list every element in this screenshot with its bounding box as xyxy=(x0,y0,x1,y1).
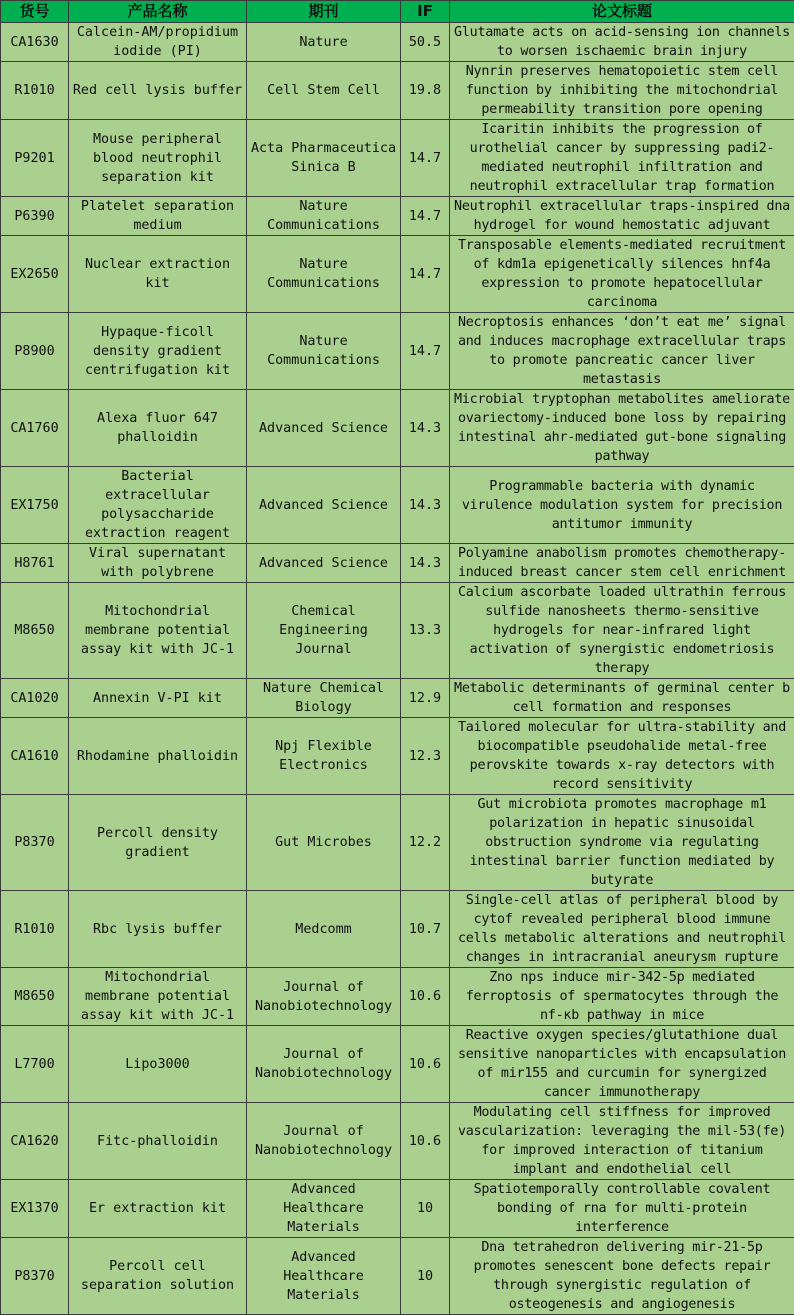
cell-product: Er extraction kit xyxy=(69,1180,247,1238)
cell-title: Dna tetrahedron delivering mir-21-5p promotes senescent bone defects repair through synergistic regulation of osteogenesis and angiogenesis xyxy=(450,1238,794,1315)
cell-journal: Npj Flexible Electronics xyxy=(247,718,401,795)
cell-journal: Advanced Healthcare Materials xyxy=(247,1180,401,1238)
cell-code: CA1630 xyxy=(1,23,69,62)
cell-if: 12.9 xyxy=(401,679,450,718)
cell-code: CA1760 xyxy=(1,390,69,467)
cell-journal: Gut Microbes xyxy=(247,795,401,891)
cell-if: 14.3 xyxy=(401,390,450,467)
cell-journal: Journal of Nanobiotechnology xyxy=(247,1026,401,1103)
cell-if: 14.7 xyxy=(401,197,450,236)
header-product: 产品名称 xyxy=(69,1,247,23)
cell-product: Mitochondrial membrane potential assay kit with JC-1 xyxy=(69,583,247,679)
cell-title: Programmable bacteria with dynamic virulence modulation system for precision antitumor immunity xyxy=(450,467,794,544)
cell-title: Transposable elements-mediated recruitment of kdm1a epigenetically silences hnf4a expression to promote hepatocellular carcinoma xyxy=(450,236,794,313)
cell-code: P8900 xyxy=(1,313,69,390)
cell-product: Nuclear extraction kit xyxy=(69,236,247,313)
cell-title: Gut microbiota promotes macrophage m1 polarization in hepatic sinusoidal obstruction syndrome via regulating intestinal barrier function mediated by butyrate xyxy=(450,795,794,891)
cell-code: M8650 xyxy=(1,968,69,1026)
cell-title: Reactive oxygen species/glutathione dual sensitive nanoparticles with encapsulation of mir155 and curcumin for synergized cancer immunotherapy xyxy=(450,1026,794,1103)
cell-title: Polyamine anabolism promotes chemotherapy-induced breast cancer stem cell enrichment xyxy=(450,544,794,583)
cell-title: Calcium ascorbate loaded ultrathin ferrous sulfide nanosheets thermo-sensitive hydrogels for near-infrared light activation of synergistic endometriosis therapy xyxy=(450,583,794,679)
cell-product: Mouse peripheral blood neutrophil separation kit xyxy=(69,120,247,197)
cell-if: 14.7 xyxy=(401,313,450,390)
cell-code: M8650 xyxy=(1,583,69,679)
cell-journal: Nature Chemical Biology xyxy=(247,679,401,718)
table-row xyxy=(1,968,794,1026)
cell-product: Bacterial extracellular polysaccharide extraction reagent xyxy=(69,467,247,544)
cell-if: 10.7 xyxy=(401,891,450,968)
cell-title: Single-cell atlas of peripheral blood by cytof revealed peripheral blood immune cells metabolic alterations and neutrophil changes in intracranial aneurysm rupture xyxy=(450,891,794,968)
cell-code: P8370 xyxy=(1,795,69,891)
header-title: 论文标题 xyxy=(450,1,794,23)
cell-if: 14.7 xyxy=(401,120,450,197)
cell-title: Icaritin inhibits the progression of urothelial cancer by suppressing padi2-mediated neutrophil infiltration and neutrophil extracellular trap formation xyxy=(450,120,794,197)
table-row xyxy=(1,891,794,968)
table-row xyxy=(1,544,794,583)
cell-code: CA1020 xyxy=(1,679,69,718)
table-row xyxy=(1,1180,794,1238)
cell-code: R1010 xyxy=(1,62,69,120)
table-row xyxy=(1,679,794,718)
cell-if: 19.8 xyxy=(401,62,450,120)
cell-journal: Advanced Science xyxy=(247,467,401,544)
cell-if: 14.7 xyxy=(401,236,450,313)
table-row xyxy=(1,1238,794,1315)
cell-product: Platelet separation medium xyxy=(69,197,247,236)
cell-product: Mitochondrial membrane potential assay kit with JC-1 xyxy=(69,968,247,1026)
cell-code: P9201 xyxy=(1,120,69,197)
cell-code: EX1750 xyxy=(1,467,69,544)
header-journal: 期刊 xyxy=(247,1,401,23)
cell-journal: Medcomm xyxy=(247,891,401,968)
cell-code: P6390 xyxy=(1,197,69,236)
cell-title: Neutrophil extracellular traps-inspired dna hydrogel for wound hemostatic adjuvant xyxy=(450,197,794,236)
cell-product: Fitc-phalloidin xyxy=(69,1103,247,1180)
table-row xyxy=(1,23,794,62)
cell-product: Percoll cell separation solution xyxy=(69,1238,247,1315)
cell-if: 13.3 xyxy=(401,583,450,679)
cell-journal: Journal of Nanobiotechnology xyxy=(247,1103,401,1180)
cell-title: Spatiotemporally controllable covalent bonding of rna for multi-protein interference xyxy=(450,1180,794,1238)
cell-code: CA1610 xyxy=(1,718,69,795)
cell-journal: Nature Communications xyxy=(247,313,401,390)
cell-journal: Advanced Healthcare Materials xyxy=(247,1238,401,1315)
table-row xyxy=(1,197,794,236)
cell-title: Metabolic determinants of germinal center b cell formation and responses xyxy=(450,679,794,718)
table-row xyxy=(1,120,794,197)
cell-title: Tailored molecular for ultra-stability and biocompatible pseudohalide metal-free perovskite towards x-ray detectors with record sensitivity xyxy=(450,718,794,795)
cell-if: 12.3 xyxy=(401,718,450,795)
table-row xyxy=(1,795,794,891)
cell-title: Microbial tryptophan metabolites ameliorate ovariectomy-induced bone loss by repairing intestinal ahr-mediated gut-bone signaling pathway xyxy=(450,390,794,467)
cell-title: Necroptosis enhances ‘don’t eat me’ signal and induces macrophage extracellular traps to promote pancreatic cancer liver metastasis xyxy=(450,313,794,390)
header-code: 货号 xyxy=(1,1,69,23)
cell-title: Glutamate acts on acid-sensing ion channels to worsen ischaemic brain injury xyxy=(450,23,794,62)
cell-journal: Advanced Science xyxy=(247,544,401,583)
cell-code: P8370 xyxy=(1,1238,69,1315)
cell-if: 10 xyxy=(401,1180,450,1238)
cell-product: Alexa fluor 647 phalloidin xyxy=(69,390,247,467)
cell-product: Viral supernatant with polybrene xyxy=(69,544,247,583)
cell-if: 10.6 xyxy=(401,1026,450,1103)
cell-if: 12.2 xyxy=(401,795,450,891)
cell-product: Rbc lysis buffer xyxy=(69,891,247,968)
cell-code: L7700 xyxy=(1,1026,69,1103)
cell-journal: Acta Pharmaceutica Sinica B xyxy=(247,120,401,197)
cell-product: Red cell lysis buffer xyxy=(69,62,247,120)
table-row xyxy=(1,718,794,795)
table-row xyxy=(1,467,794,544)
cell-journal: Nature Communications xyxy=(247,197,401,236)
table-row xyxy=(1,1103,794,1180)
table-row xyxy=(1,236,794,313)
cell-code: CA1620 xyxy=(1,1103,69,1180)
cell-if: 10.6 xyxy=(401,1103,450,1180)
cell-code: H8761 xyxy=(1,544,69,583)
cell-title: Modulating cell stiffness for improved vascularization: leveraging the mil-53(fe) for improved interaction of titanium implant and endothelial cell xyxy=(450,1103,794,1180)
cell-journal: Chemical Engineering Journal xyxy=(247,583,401,679)
cell-if: 10 xyxy=(401,1238,450,1315)
table-row xyxy=(1,313,794,390)
cell-if: 50.5 xyxy=(401,23,450,62)
table-row xyxy=(1,62,794,120)
cell-journal: Nature xyxy=(247,23,401,62)
cell-product: Lipo3000 xyxy=(69,1026,247,1103)
table-row xyxy=(1,583,794,679)
cell-if: 14.3 xyxy=(401,467,450,544)
table-header-row xyxy=(1,1,794,23)
cell-code: EX2650 xyxy=(1,236,69,313)
cell-code: EX1370 xyxy=(1,1180,69,1238)
cell-code: R1010 xyxy=(1,891,69,968)
cell-title: Zno nps induce mir-342-5p mediated ferroptosis of spermatocytes through the nf-κb pathway in mice xyxy=(450,968,794,1026)
cell-journal: Cell Stem Cell xyxy=(247,62,401,120)
cell-journal: Advanced Science xyxy=(247,390,401,467)
table-row xyxy=(1,1026,794,1103)
cell-product: Rhodamine phalloidin xyxy=(69,718,247,795)
cell-if: 14.3 xyxy=(401,544,450,583)
cell-journal: Journal of Nanobiotechnology xyxy=(247,968,401,1026)
cell-product: Calcein-AM/propidium iodide (PI) xyxy=(69,23,247,62)
cell-journal: Nature Communications xyxy=(247,236,401,313)
cell-product: Hypaque-ficoll density gradient centrifugation kit xyxy=(69,313,247,390)
table-row xyxy=(1,390,794,467)
cell-if: 10.6 xyxy=(401,968,450,1026)
cell-product: Annexin V-PI kit xyxy=(69,679,247,718)
header-if: IF xyxy=(401,1,450,23)
cell-product: Percoll density gradient xyxy=(69,795,247,891)
cell-title: Nynrin preserves hematopoietic stem cell function by inhibiting the mitochondrial permeability transition pore opening xyxy=(450,62,794,120)
